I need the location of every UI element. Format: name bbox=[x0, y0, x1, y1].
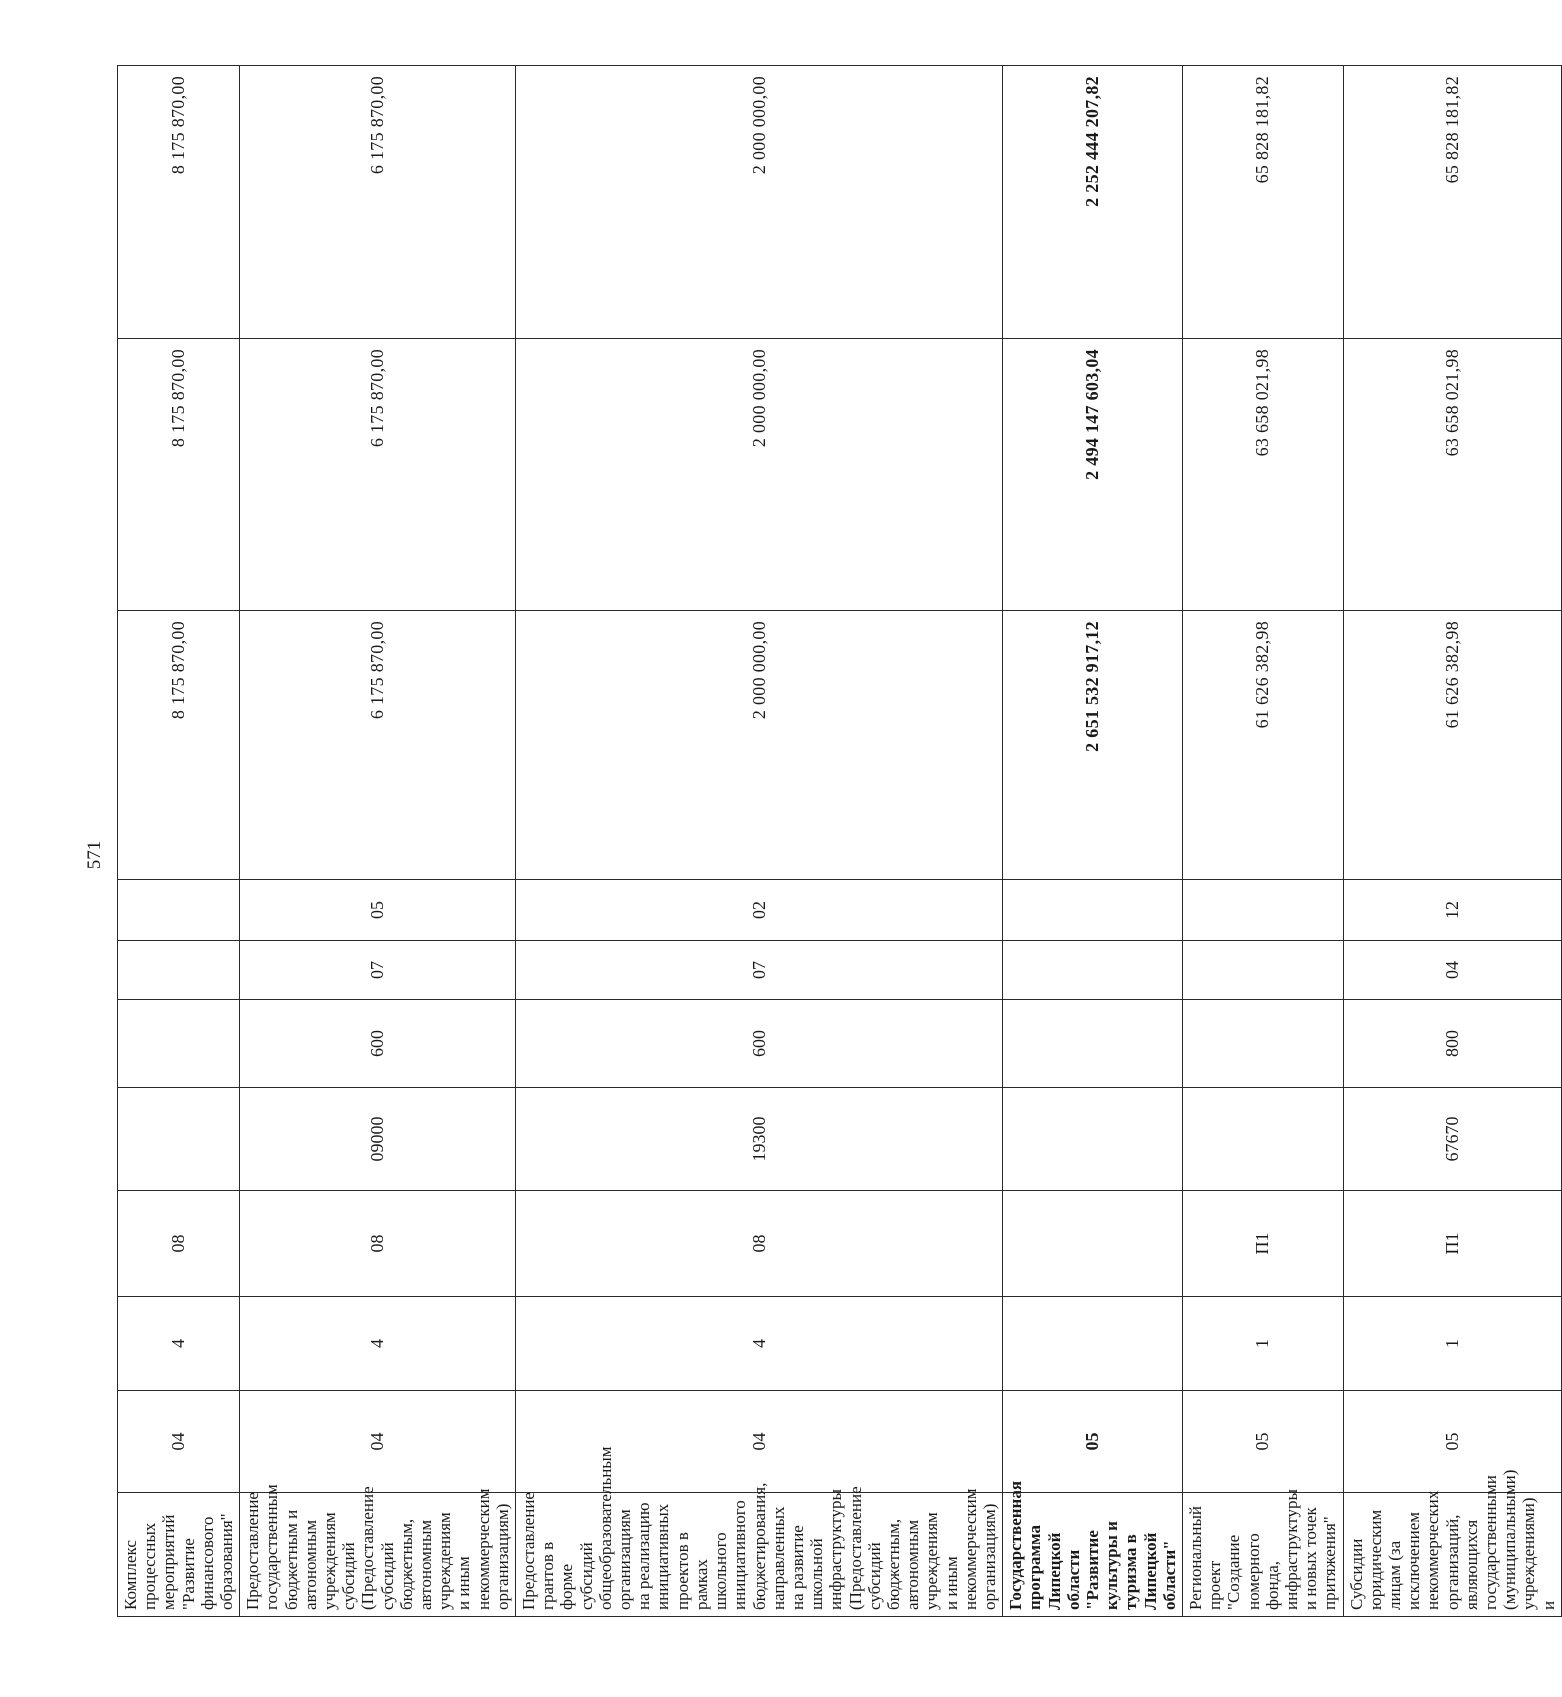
cell-year-2027: 65 828 181,82 bbox=[1182, 66, 1343, 339]
cell-year-2026: 8 175 870,00 bbox=[118, 339, 240, 611]
cell-section bbox=[118, 941, 240, 1000]
page-number: 571 bbox=[84, 840, 105, 870]
cell-expense-type bbox=[1182, 1000, 1343, 1088]
cell-program: 05 bbox=[1182, 1391, 1343, 1493]
cell-expense-code: 67670 bbox=[1343, 1088, 1561, 1191]
cell-year-2026: 2 000 000,00 bbox=[516, 339, 1003, 611]
cell-subsection bbox=[1182, 880, 1343, 941]
cell-year-2027: 6 175 870,00 bbox=[240, 66, 516, 339]
cell-year-2025: 8 175 870,00 bbox=[118, 611, 240, 880]
cell-name: Предоставление государственным бюджетным и автономным учреждениям субсидий (Предоставление субсидий бюджетным, автономным учреждениям и иным некоммерческим организациям) bbox=[240, 1493, 516, 1617]
cell-name: Государственная программа Липецкой области "Развитие культуры и туризма в Липецкой области" bbox=[1003, 1493, 1183, 1617]
cell-program: 05 bbox=[1343, 1391, 1561, 1493]
cell-subprogram: 4 bbox=[240, 1297, 516, 1391]
cell-expense-type: 600 bbox=[516, 1000, 1003, 1088]
table-row bbox=[118, 66, 240, 1617]
cell-year-2025: 61 626 382,98 bbox=[1343, 611, 1561, 880]
cell-section bbox=[1003, 941, 1183, 1000]
cell-subsection: 02 bbox=[516, 880, 1003, 941]
cell-direction: 08 bbox=[118, 1191, 240, 1297]
cell-expense-code bbox=[118, 1088, 240, 1191]
cell-section: 07 bbox=[240, 941, 516, 1000]
cell-expense-type: 800 bbox=[1343, 1000, 1561, 1088]
cell-section: 04 bbox=[1343, 941, 1561, 1000]
cell-expense-code bbox=[1182, 1088, 1343, 1191]
table-row bbox=[1003, 66, 1183, 1617]
cell-direction bbox=[1003, 1191, 1183, 1297]
cell-direction: 08 bbox=[240, 1191, 516, 1297]
table-row bbox=[516, 66, 1003, 1617]
cell-direction: 08 bbox=[516, 1191, 1003, 1297]
cell-expense-code: 09000 bbox=[240, 1088, 516, 1191]
cell-expense-code: 19300 bbox=[516, 1088, 1003, 1191]
cell-subprogram: 4 bbox=[516, 1297, 1003, 1391]
cell-subprogram: 4 bbox=[118, 1297, 240, 1391]
cell-program: 04 bbox=[516, 1391, 1003, 1493]
cell-section bbox=[1182, 941, 1343, 1000]
cell-subsection bbox=[1003, 880, 1183, 941]
cell-year-2027: 2 000 000,00 bbox=[516, 66, 1003, 339]
cell-year-2027: 2 252 444 207,82 bbox=[1003, 66, 1183, 339]
cell-section: 07 bbox=[516, 941, 1003, 1000]
cell-year-2025: 2 000 000,00 bbox=[516, 611, 1003, 880]
budget-table bbox=[117, 65, 1562, 1617]
cell-year-2027: 8 175 870,00 bbox=[118, 66, 240, 339]
cell-program: 05 bbox=[1003, 1391, 1183, 1493]
cell-program: 04 bbox=[118, 1391, 240, 1493]
cell-name: Комплекс процессных мероприятий "Развитие финансового образования" bbox=[118, 1493, 240, 1617]
cell-program: 04 bbox=[240, 1391, 516, 1493]
cell-direction: П1 bbox=[1182, 1191, 1343, 1297]
cell-subprogram bbox=[1003, 1297, 1183, 1391]
cell-expense-code bbox=[1003, 1088, 1183, 1191]
cell-year-2026: 2 494 147 603,04 bbox=[1003, 339, 1183, 611]
cell-expense-type bbox=[1003, 1000, 1183, 1088]
cell-name: Субсидии юридическим лицам (за исключением некоммерческих организаций, являющихся государственными (муниципальными) учреждениями) и bbox=[1343, 1493, 1561, 1617]
cell-subprogram: 1 bbox=[1182, 1297, 1343, 1391]
cell-year-2027: 65 828 181,82 bbox=[1343, 66, 1561, 339]
cell-year-2026: 63 658 021,98 bbox=[1343, 339, 1561, 611]
table-row bbox=[1343, 66, 1561, 1617]
rotated-table-wrapper bbox=[117, 66, 1558, 1617]
cell-year-2026: 63 658 021,98 bbox=[1182, 339, 1343, 611]
cell-subprogram: 1 bbox=[1343, 1297, 1561, 1391]
cell-year-2026: 6 175 870,00 bbox=[240, 339, 516, 611]
cell-subsection: 12 bbox=[1343, 880, 1561, 941]
cell-subsection: 05 bbox=[240, 880, 516, 941]
cell-expense-type: 600 bbox=[240, 1000, 516, 1088]
cell-name: Региональный проект "Создание номерного фонда, инфраструктуры и новых точек притяжения" bbox=[1182, 1493, 1343, 1617]
cell-direction: П1 bbox=[1343, 1191, 1561, 1297]
cell-year-2025: 2 651 532 917,12 bbox=[1003, 611, 1183, 880]
cell-name: Предоставление грантов в форме субсидий общеобразовательным организациям на реализацию инициативных проектов в рамках школьного инициативного бюджетирования, направленных на развитие школьной инфраструктуры (Предоставление субсидий бюджетным, автономным учреждениям и иным некоммерческим организациям) bbox=[516, 1493, 1003, 1617]
table-row bbox=[240, 66, 516, 1617]
table-row bbox=[1182, 66, 1343, 1617]
cell-expense-type bbox=[118, 1000, 240, 1088]
cell-subsection bbox=[118, 880, 240, 941]
cell-year-2025: 61 626 382,98 bbox=[1182, 611, 1343, 880]
table-body bbox=[118, 66, 1562, 1617]
cell-year-2025: 6 175 870,00 bbox=[240, 611, 516, 880]
